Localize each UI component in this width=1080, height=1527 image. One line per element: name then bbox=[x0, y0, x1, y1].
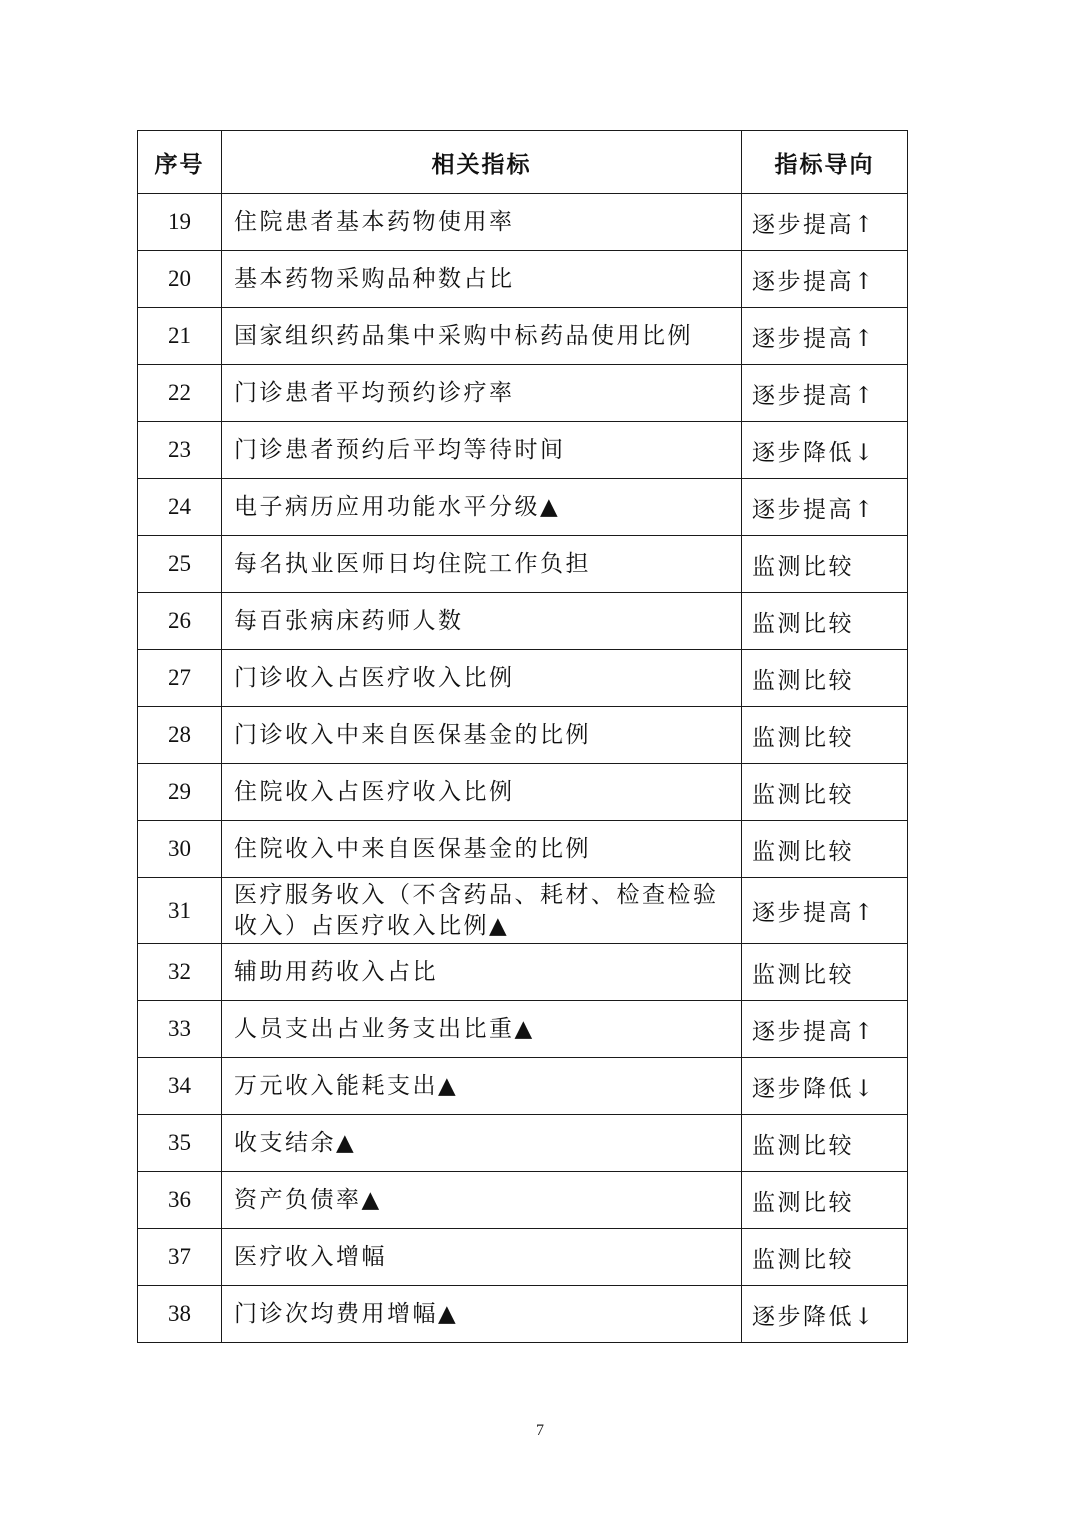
direction-cell: 逐步提高↑ bbox=[742, 1001, 908, 1058]
direction-cell: 监测比较 bbox=[742, 764, 908, 821]
direction-cell: 逐步降低↓ bbox=[742, 1286, 908, 1343]
page-number: 7 bbox=[536, 1422, 544, 1439]
serial-number-cell: 36 bbox=[138, 1172, 222, 1229]
table-row bbox=[138, 1172, 908, 1229]
indicator-table bbox=[137, 130, 908, 1343]
serial-number-cell: 27 bbox=[138, 650, 222, 707]
serial-number-cell: 35 bbox=[138, 1115, 222, 1172]
indicator-cell: 医疗收入增幅 bbox=[222, 1229, 742, 1286]
table-row bbox=[138, 650, 908, 707]
indicator-cell: 门诊患者预约后平均等待时间 bbox=[222, 422, 742, 479]
direction-cell: 监测比较 bbox=[742, 944, 908, 1001]
indicator-cell: 收支结余▲ bbox=[222, 1115, 742, 1172]
indicator-cell: 每百张病床药师人数 bbox=[222, 593, 742, 650]
serial-number-cell: 32 bbox=[138, 944, 222, 1001]
indicator-cell: 门诊收入占医疗收入比例 bbox=[222, 650, 742, 707]
indicator-cell: 住院收入中来自医保基金的比例 bbox=[222, 821, 742, 878]
indicator-cell: 门诊收入中来自医保基金的比例 bbox=[222, 707, 742, 764]
direction-cell: 逐步提高↑ bbox=[742, 308, 908, 365]
table-row bbox=[138, 365, 908, 422]
table-row bbox=[138, 821, 908, 878]
serial-number-cell: 25 bbox=[138, 536, 222, 593]
indicator-cell: 每名执业医师日均住院工作负担 bbox=[222, 536, 742, 593]
direction-cell: 监测比较 bbox=[742, 821, 908, 878]
table-header-row bbox=[138, 131, 908, 194]
table-row bbox=[138, 1115, 908, 1172]
serial-number-cell: 23 bbox=[138, 422, 222, 479]
serial-number-cell: 37 bbox=[138, 1229, 222, 1286]
serial-number-cell: 26 bbox=[138, 593, 222, 650]
indicator-cell: 辅助用药收入占比 bbox=[222, 944, 742, 1001]
indicator-cell: 电子病历应用功能水平分级▲ bbox=[222, 479, 742, 536]
indicator-cell: 基本药物采购品种数占比 bbox=[222, 251, 742, 308]
direction-cell: 逐步提高↑ bbox=[742, 365, 908, 422]
table-row bbox=[138, 764, 908, 821]
indicator-cell: 资产负债率▲ bbox=[222, 1172, 742, 1229]
direction-cell: 逐步提高↑ bbox=[742, 251, 908, 308]
header-direction: 指标导向 bbox=[742, 131, 908, 194]
table-row bbox=[138, 1001, 908, 1058]
table-row bbox=[138, 1229, 908, 1286]
header-serial-number: 序号 bbox=[138, 131, 222, 194]
serial-number-cell: 22 bbox=[138, 365, 222, 422]
indicator-cell: 国家组织药品集中采购中标药品使用比例 bbox=[222, 308, 742, 365]
indicator-cell: 门诊患者平均预约诊疗率 bbox=[222, 365, 742, 422]
indicator-cell: 住院患者基本药物使用率 bbox=[222, 194, 742, 251]
indicator-cell: 万元收入能耗支出▲ bbox=[222, 1058, 742, 1115]
table-row bbox=[138, 1058, 908, 1115]
serial-number-cell: 19 bbox=[138, 194, 222, 251]
direction-cell: 逐步降低↓ bbox=[742, 422, 908, 479]
direction-cell: 监测比较 bbox=[742, 1229, 908, 1286]
table-row bbox=[138, 593, 908, 650]
direction-cell: 监测比较 bbox=[742, 1172, 908, 1229]
indicator-cell: 门诊次均费用增幅▲ bbox=[222, 1286, 742, 1343]
table-row bbox=[138, 251, 908, 308]
serial-number-cell: 33 bbox=[138, 1001, 222, 1058]
table-row bbox=[138, 707, 908, 764]
serial-number-cell: 31 bbox=[138, 878, 222, 944]
table-row bbox=[138, 308, 908, 365]
header-indicator: 相关指标 bbox=[222, 131, 742, 194]
table-row bbox=[138, 536, 908, 593]
direction-cell: 监测比较 bbox=[742, 650, 908, 707]
serial-number-cell: 21 bbox=[138, 308, 222, 365]
serial-number-cell: 28 bbox=[138, 707, 222, 764]
serial-number-cell: 20 bbox=[138, 251, 222, 308]
table-row bbox=[138, 479, 908, 536]
serial-number-cell: 38 bbox=[138, 1286, 222, 1343]
direction-cell: 监测比较 bbox=[742, 536, 908, 593]
table-row bbox=[138, 194, 908, 251]
indicator-cell: 住院收入占医疗收入比例 bbox=[222, 764, 742, 821]
serial-number-cell: 29 bbox=[138, 764, 222, 821]
serial-number-cell: 24 bbox=[138, 479, 222, 536]
serial-number-cell: 30 bbox=[138, 821, 222, 878]
direction-cell: 逐步提高↑ bbox=[742, 878, 908, 944]
direction-cell: 监测比较 bbox=[742, 1115, 908, 1172]
indicator-cell: 医疗服务收入（不含药品、耗材、检查检验收入）占医疗收入比例▲ bbox=[222, 878, 742, 944]
direction-cell: 监测比较 bbox=[742, 593, 908, 650]
direction-cell: 监测比较 bbox=[742, 707, 908, 764]
table-row bbox=[138, 422, 908, 479]
direction-cell: 逐步提高↑ bbox=[742, 194, 908, 251]
indicator-cell: 人员支出占业务支出比重▲ bbox=[222, 1001, 742, 1058]
serial-number-cell: 34 bbox=[138, 1058, 222, 1115]
table-row bbox=[138, 1286, 908, 1343]
table-row bbox=[138, 878, 908, 944]
direction-cell: 逐步提高↑ bbox=[742, 479, 908, 536]
table-row bbox=[138, 944, 908, 1001]
direction-cell: 逐步降低↓ bbox=[742, 1058, 908, 1115]
